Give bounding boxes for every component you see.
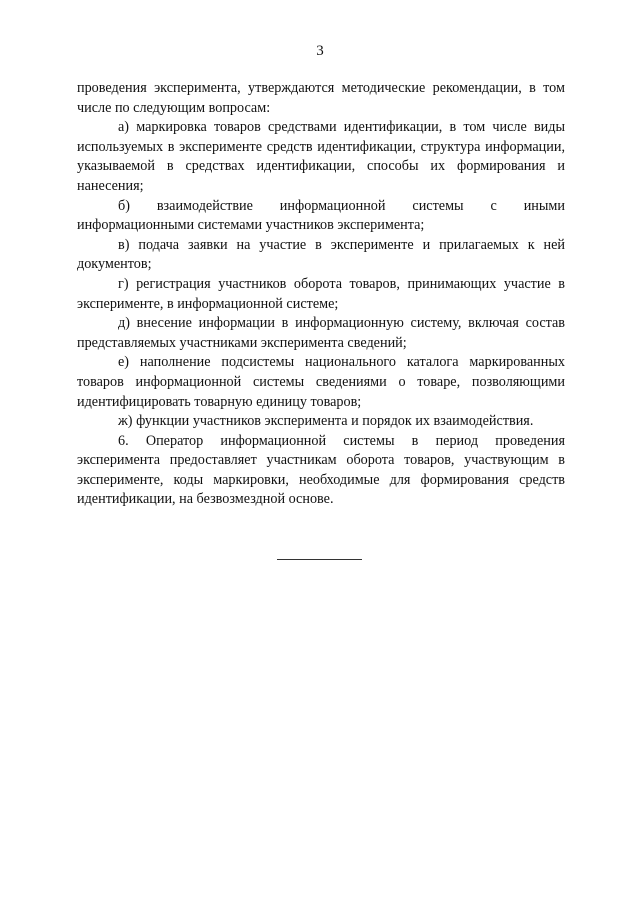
paragraph-section-6: 6. Оператор информационной системы в период проведения эксперимента предоставляет участникам оборота товаров, участвующим в эксперименте, коды маркировки, необходимые для формирования средств идентификации, на безвозмездной основе. [77, 432, 565, 508]
paragraph-continuation: проведения эксперимента, утверждаются методические рекомендации, в том числе по следующим вопросам: [77, 80, 565, 116]
document-body [77, 79, 565, 510]
page-number: 3 [316, 43, 324, 59]
paragraph-item-d: д) внесение информации в информационную систему, включая состав представляемых участниками эксперимента сведений; [77, 315, 565, 351]
paragraph-item-v: в) подача заявки на участие в эксперименте и прилагаемых к ней документов; [77, 236, 565, 273]
paragraph-item-e: е) наполнение подсистемы национального каталога маркированных товаров информационной системы сведениями о товаре, позволяющими идентифицировать товарную единицу товаров; [77, 354, 565, 410]
end-divider-line [277, 559, 362, 560]
paragraph-item-a: а) маркировка товаров средствами идентификации, в том числе виды используемых в эксперименте средств идентификации, структура информации, указываемой в средствах идентификации, способы их формирования и нанесения; [77, 119, 565, 194]
paragraph-item-b: б) взаимодействие информационной системы с иными информационными системами участников эксперимента; [77, 197, 565, 234]
paragraph-item-g: г) регистрация участников оборота товаров, принимающих участие в эксперименте, в информационной системе; [77, 275, 565, 312]
paragraph-item-zh: ж) функции участников эксперимента и порядок их взаимодействия. [118, 413, 534, 430]
